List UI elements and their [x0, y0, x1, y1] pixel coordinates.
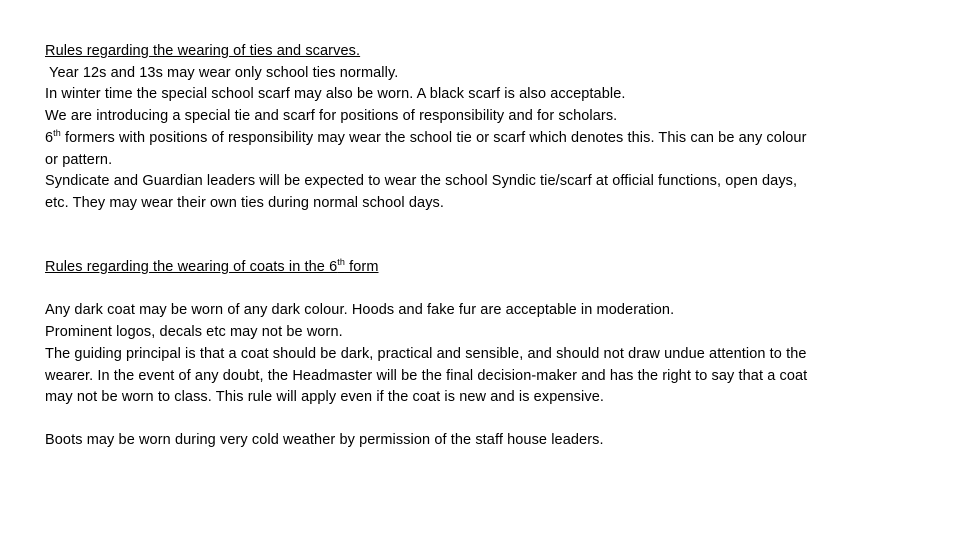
ties-line-sixth-formers — [45, 128, 915, 150]
ties-line-special-tie: We are introducing a special tie and scarf for positions of responsibility and for scholars. — [45, 108, 618, 125]
coats-line-guiding-principal: The guiding principal is that a coat should be dark, practical and sensible, and should not draw undue attention to the — [45, 345, 807, 362]
ties-line-syndicate: Syndicate and Guardian leaders will be expected to wear the school Syndic tie/scarf at official functions, open days, — [45, 173, 798, 190]
coats-heading-suffix: form — [344, 259, 379, 275]
ties-line-own-ties: etc. They may wear their own ties during normal school days. — [45, 194, 445, 211]
ties-line-or-pattern: or pattern. — [45, 151, 113, 168]
sixth-superscript: th — [53, 127, 61, 138]
coats-line-class: may not be worn to class. This rule will apply even if the coat is new and is expensive. — [45, 389, 604, 406]
coats-line-logos: Prominent logos, decals etc may not be worn. — [45, 324, 343, 341]
sixth-number: 6 — [45, 129, 54, 146]
coats-line-dark-coat: Any dark coat may be worn of any dark colour. Hoods and fake fur are acceptable in moderation. — [45, 302, 675, 319]
ties-section — [45, 41, 915, 215]
boots-line: Boots may be worn during very cold weather by permission of the staff house leaders. — [45, 432, 604, 448]
coats-section — [45, 257, 915, 409]
ties-line-winter-scarf: In winter time the special school scarf may also be worn. A black scarf is also acceptable. — [45, 86, 626, 103]
ties-heading: Rules regarding the wearing of ties and scarves. — [45, 43, 361, 59]
coats-line-headmaster: wearer. In the event of any doubt, the Headmaster will be the final decision-maker and has the right to say that a coat — [45, 367, 808, 384]
sixth-formers-text: formers with positions of responsibility may wear the school tie or scarf which denotes this. This can be any colour — [60, 129, 807, 146]
coats-heading-prefix: Rules regarding the wearing of coats in the 6 — [45, 259, 338, 275]
ties-line-year-12-13: Year 12s and 13s may wear only school ties normally. — [49, 64, 399, 81]
coats-heading — [45, 257, 915, 279]
coats-spacer — [45, 279, 915, 301]
coats-heading-superscript: th — [337, 257, 345, 268]
boots-section — [45, 430, 915, 452]
